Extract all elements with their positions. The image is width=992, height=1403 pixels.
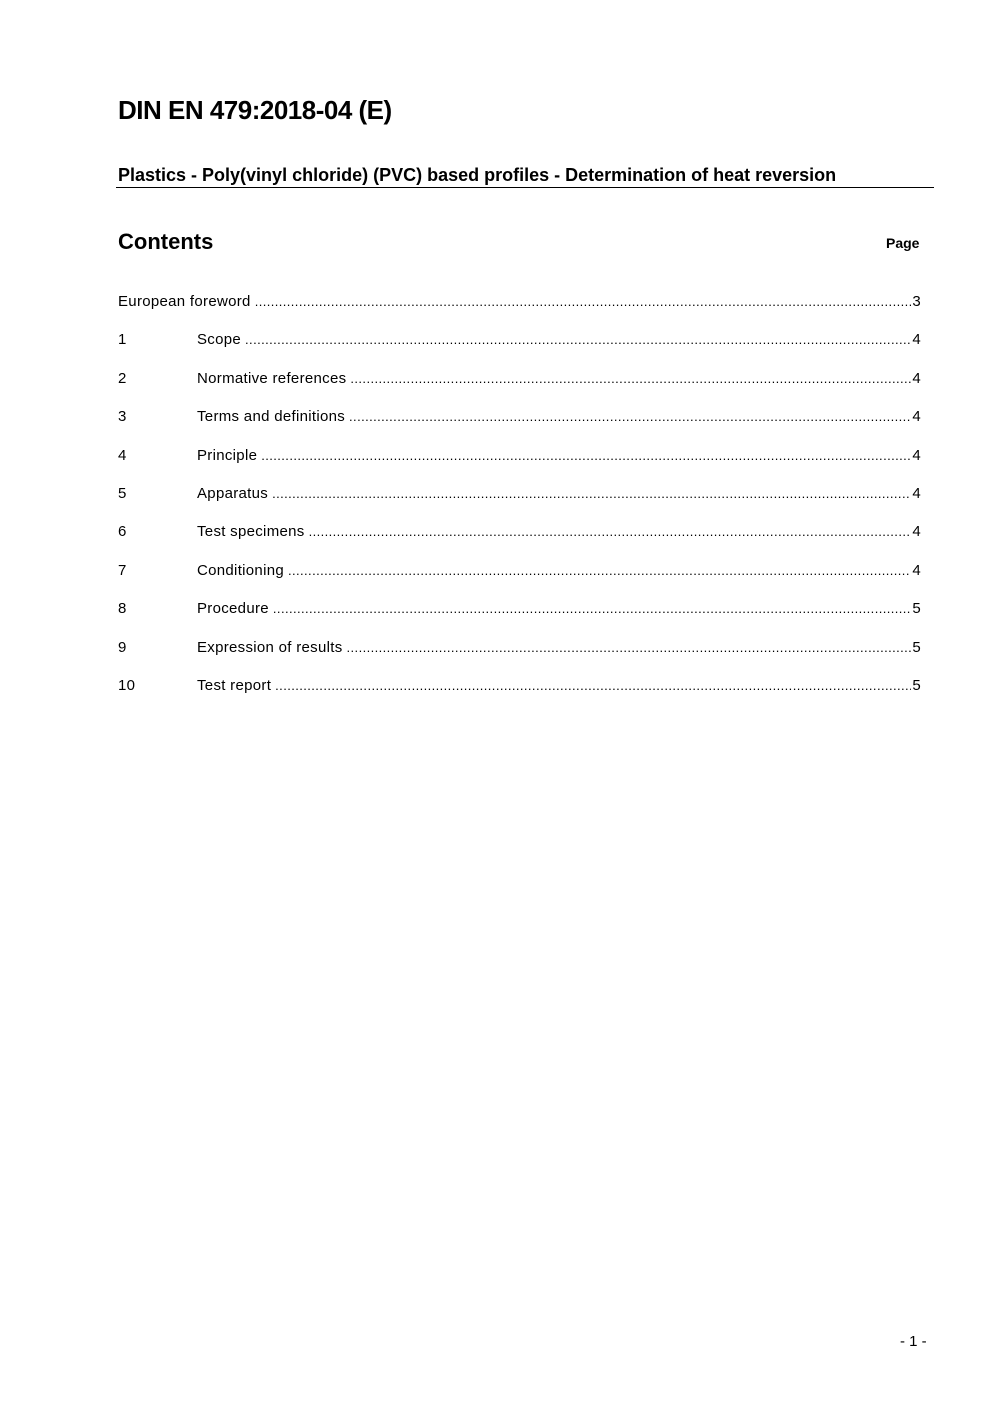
toc-entry-label: Procedure — [197, 600, 269, 618]
toc-dot-leader — [255, 292, 912, 312]
toc-dot-leader — [261, 446, 911, 466]
table-of-contents — [118, 292, 921, 714]
toc-entry-number: 3 — [118, 408, 127, 426]
document-subtitle: Plastics - Poly(vinyl chloride) (PVC) based profiles - Determination of heat reversion — [118, 165, 837, 185]
toc-entry-page: 4 — [912, 484, 921, 502]
toc-entry-number: 5 — [118, 484, 127, 502]
toc-dot-leader — [288, 561, 911, 581]
toc-entry-scope[interactable] — [118, 330, 921, 368]
toc-dot-leader — [245, 330, 911, 350]
toc-entry-label: Normative references — [197, 369, 347, 387]
toc-entry-number: 2 — [118, 369, 127, 387]
toc-entry-test-specimens[interactable] — [118, 522, 921, 560]
toc-entry-page: 4 — [912, 331, 921, 349]
toc-entry-number: 8 — [118, 600, 127, 618]
toc-entry-label: European foreword — [118, 293, 251, 310]
toc-entry-procedure[interactable] — [118, 599, 921, 637]
toc-entry-label: Conditioning — [197, 561, 284, 579]
page-number: - 1 - — [900, 1333, 927, 1350]
toc-entry-page: 4 — [912, 369, 921, 387]
toc-dot-leader — [349, 407, 911, 427]
toc-entry-conditioning[interactable] — [118, 561, 921, 599]
toc-entry-label: Apparatus — [197, 484, 269, 502]
toc-entry-principle[interactable] — [118, 446, 921, 484]
toc-entry-page: 4 — [912, 523, 921, 541]
toc-entry-normative-references[interactable] — [118, 369, 921, 407]
toc-entry-terms-and-definitions[interactable] — [118, 407, 921, 445]
toc-entry-test-report[interactable] — [118, 676, 921, 714]
toc-entry-label: Test specimens — [197, 523, 305, 541]
toc-entry-number: 4 — [118, 446, 127, 464]
toc-entry-number: 7 — [118, 561, 127, 579]
toc-entry-number: 6 — [118, 523, 127, 541]
toc-entry-number: 1 — [118, 331, 127, 349]
toc-entry-page: 5 — [912, 600, 921, 618]
document-title: DIN EN 479:2018-04 (E) — [118, 95, 392, 125]
toc-entry-expression-of-results[interactable] — [118, 638, 921, 676]
toc-entry-page: 5 — [912, 638, 921, 656]
subtitle-divider — [116, 187, 934, 188]
toc-entry-page: 4 — [912, 561, 921, 579]
toc-dot-leader — [350, 369, 911, 389]
toc-entry-label: Expression of results — [197, 638, 343, 656]
contents-heading: Contents — [118, 229, 214, 254]
page-column-heading: Page — [886, 235, 920, 251]
toc-dot-leader — [347, 638, 912, 658]
toc-dot-leader — [275, 676, 911, 696]
toc-dot-leader — [273, 599, 911, 619]
toc-entry-european-foreword[interactable] — [118, 292, 921, 330]
toc-entry-page: 4 — [912, 446, 921, 464]
toc-entry-number: 9 — [118, 638, 127, 656]
toc-entry-label: Test report — [197, 676, 272, 694]
toc-entry-page: 3 — [912, 293, 921, 310]
toc-entry-label: Principle — [197, 446, 258, 464]
toc-entry-number: 10 — [118, 676, 136, 694]
toc-entry-page: 4 — [912, 408, 921, 426]
toc-entry-label: Scope — [197, 331, 242, 349]
toc-entry-page: 5 — [912, 676, 921, 694]
toc-dot-leader — [272, 484, 911, 504]
toc-dot-leader — [309, 522, 912, 542]
toc-entry-apparatus[interactable] — [118, 484, 921, 522]
toc-entry-label: Terms and definitions — [197, 408, 346, 426]
